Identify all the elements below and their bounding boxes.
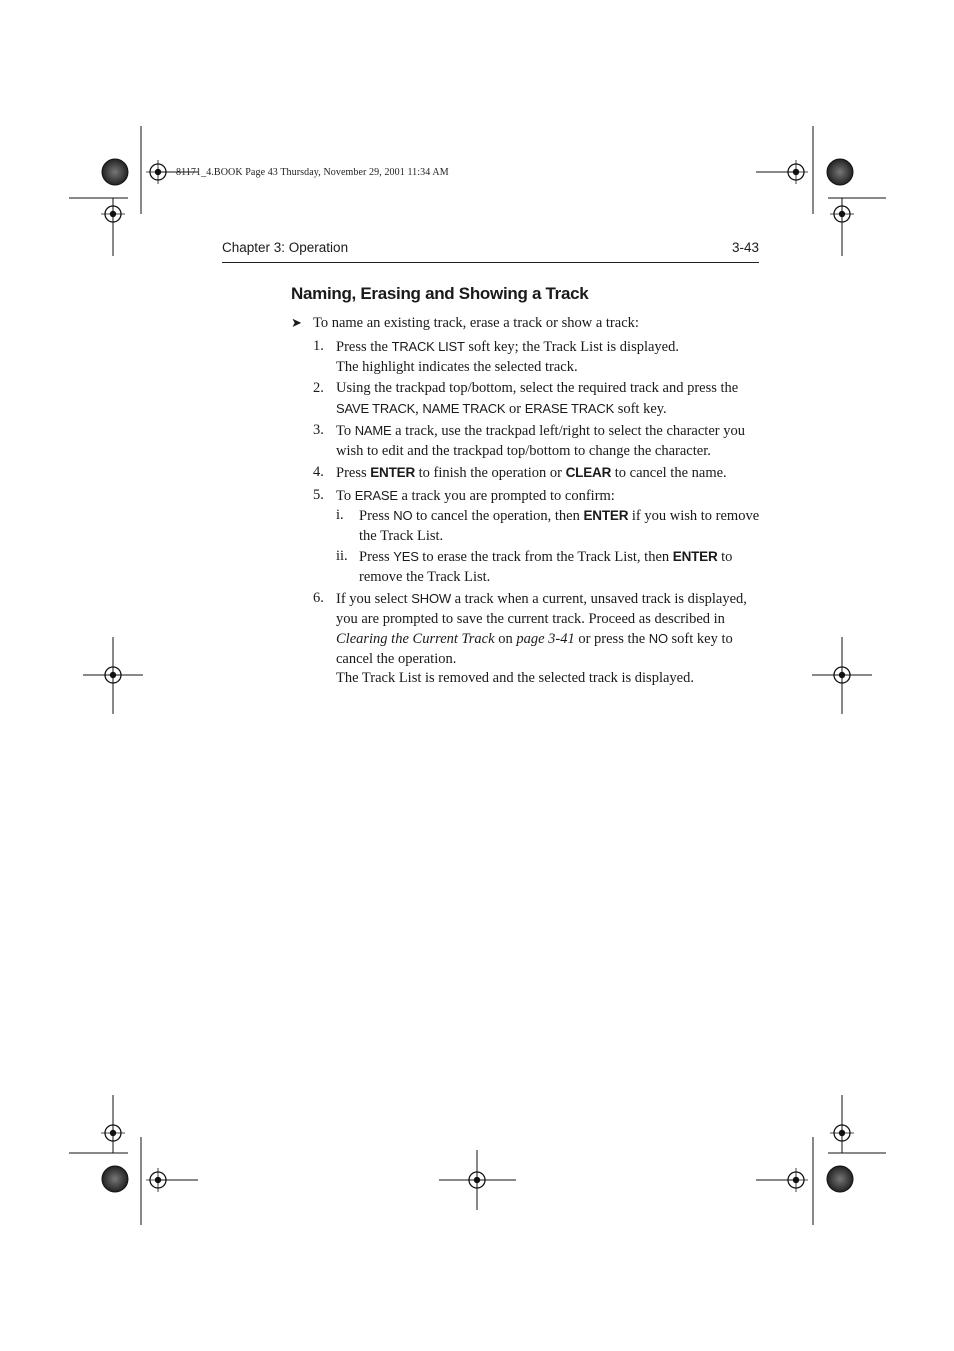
soft-key-label: NO	[393, 508, 413, 523]
step-number: 4.	[313, 464, 324, 480]
step-text: To	[336, 423, 355, 439]
step-note: The Track List is removed and the selected track is displayed.	[336, 670, 694, 686]
step-text: to cancel the operation, then	[412, 508, 584, 524]
soft-key-label: SAVE TRACK	[336, 400, 416, 416]
step-text: Press the	[336, 339, 392, 355]
step-text: ,	[415, 400, 423, 417]
step-text: Press	[359, 549, 394, 565]
step-text: a track you are prompted to confirm:	[397, 487, 615, 504]
substep-number: i.	[336, 507, 344, 523]
step-1	[313, 337, 760, 377]
step-text: Press	[359, 508, 394, 524]
step-text: to remove the Track List.	[359, 549, 733, 585]
hardware-key-label: ENTER	[583, 508, 629, 523]
soft-key-label: NO	[648, 631, 668, 646]
cross-reference-title[interactable]: Clearing the Current Track	[336, 631, 495, 647]
step-3	[313, 421, 760, 461]
procedure-intro	[291, 313, 761, 333]
soft-key-label: NAME	[354, 423, 392, 438]
page-number: 3-43	[731, 240, 759, 255]
substep-i	[336, 506, 760, 546]
hardware-key-label: CLEAR	[565, 465, 612, 480]
hardware-key-label: ENTER	[672, 549, 718, 564]
step-text: or press the	[574, 631, 649, 647]
step-text: to erase the track from the Track List, then	[418, 549, 673, 565]
step-text: to finish the operation or	[415, 465, 566, 481]
step-text: Press	[336, 465, 371, 481]
step-number: 1.	[313, 338, 324, 354]
intro-text: To name an existing track, erase a track or show a track:	[313, 315, 639, 331]
step-text: Using the trackpad top/bottom, select the required track and press the	[336, 380, 739, 396]
step-number: 3.	[313, 422, 324, 438]
step-text: or	[505, 400, 525, 417]
soft-key-label: YES	[393, 549, 419, 564]
section-title: Naming, Erasing and Showing a Track	[291, 284, 589, 303]
hardware-key-label: ENTER	[370, 465, 416, 480]
soft-key-label: ERASE	[354, 487, 398, 503]
step-text: soft key; the Track List is displayed.	[464, 339, 679, 355]
step-number: 5.	[313, 486, 324, 503]
soft-key-label: ERASE TRACK	[524, 400, 615, 416]
step-note: The highlight indicates the selected track.	[336, 358, 578, 375]
running-header	[222, 240, 759, 263]
step-text: soft key to cancel the operation.	[336, 631, 733, 667]
step-6	[313, 589, 760, 689]
substep-number: ii.	[336, 548, 348, 564]
soft-key-label: NAME TRACK	[422, 400, 506, 416]
step-text: a track when a current, unsaved track is displayed, you are prompted to save the current track. Proceed as described in	[336, 591, 747, 627]
step-2	[313, 379, 760, 419]
step-5	[313, 486, 760, 588]
chapter-title: Chapter 3: Operation	[222, 240, 349, 255]
arrow-icon: ➤	[291, 315, 302, 330]
step-4	[313, 463, 760, 484]
procedure-steps	[313, 337, 760, 691]
step-text: a track, use the trackpad left/right to select the character you wish to edit and the trackpad top/bottom to change the character.	[336, 423, 745, 459]
step-number: 6.	[313, 590, 324, 606]
cross-reference-page[interactable]: page 3-41	[516, 631, 575, 647]
step-text: soft key.	[614, 400, 667, 417]
soft-key-label: TRACK LIST	[391, 339, 465, 354]
print-slug: 81171_4.BOOK Page 43 Thursday, November 29, 2001 11:34 AM	[176, 167, 449, 178]
step-text: if you wish to remove the Track List.	[359, 508, 760, 544]
step-number: 2.	[313, 380, 324, 396]
substep-ii	[336, 547, 760, 587]
step-text: to cancel the name.	[611, 465, 727, 481]
step-text: If you select	[336, 591, 412, 607]
step-text: on	[494, 631, 517, 647]
step-text: To	[336, 487, 355, 504]
soft-key-label: SHOW	[411, 591, 451, 606]
